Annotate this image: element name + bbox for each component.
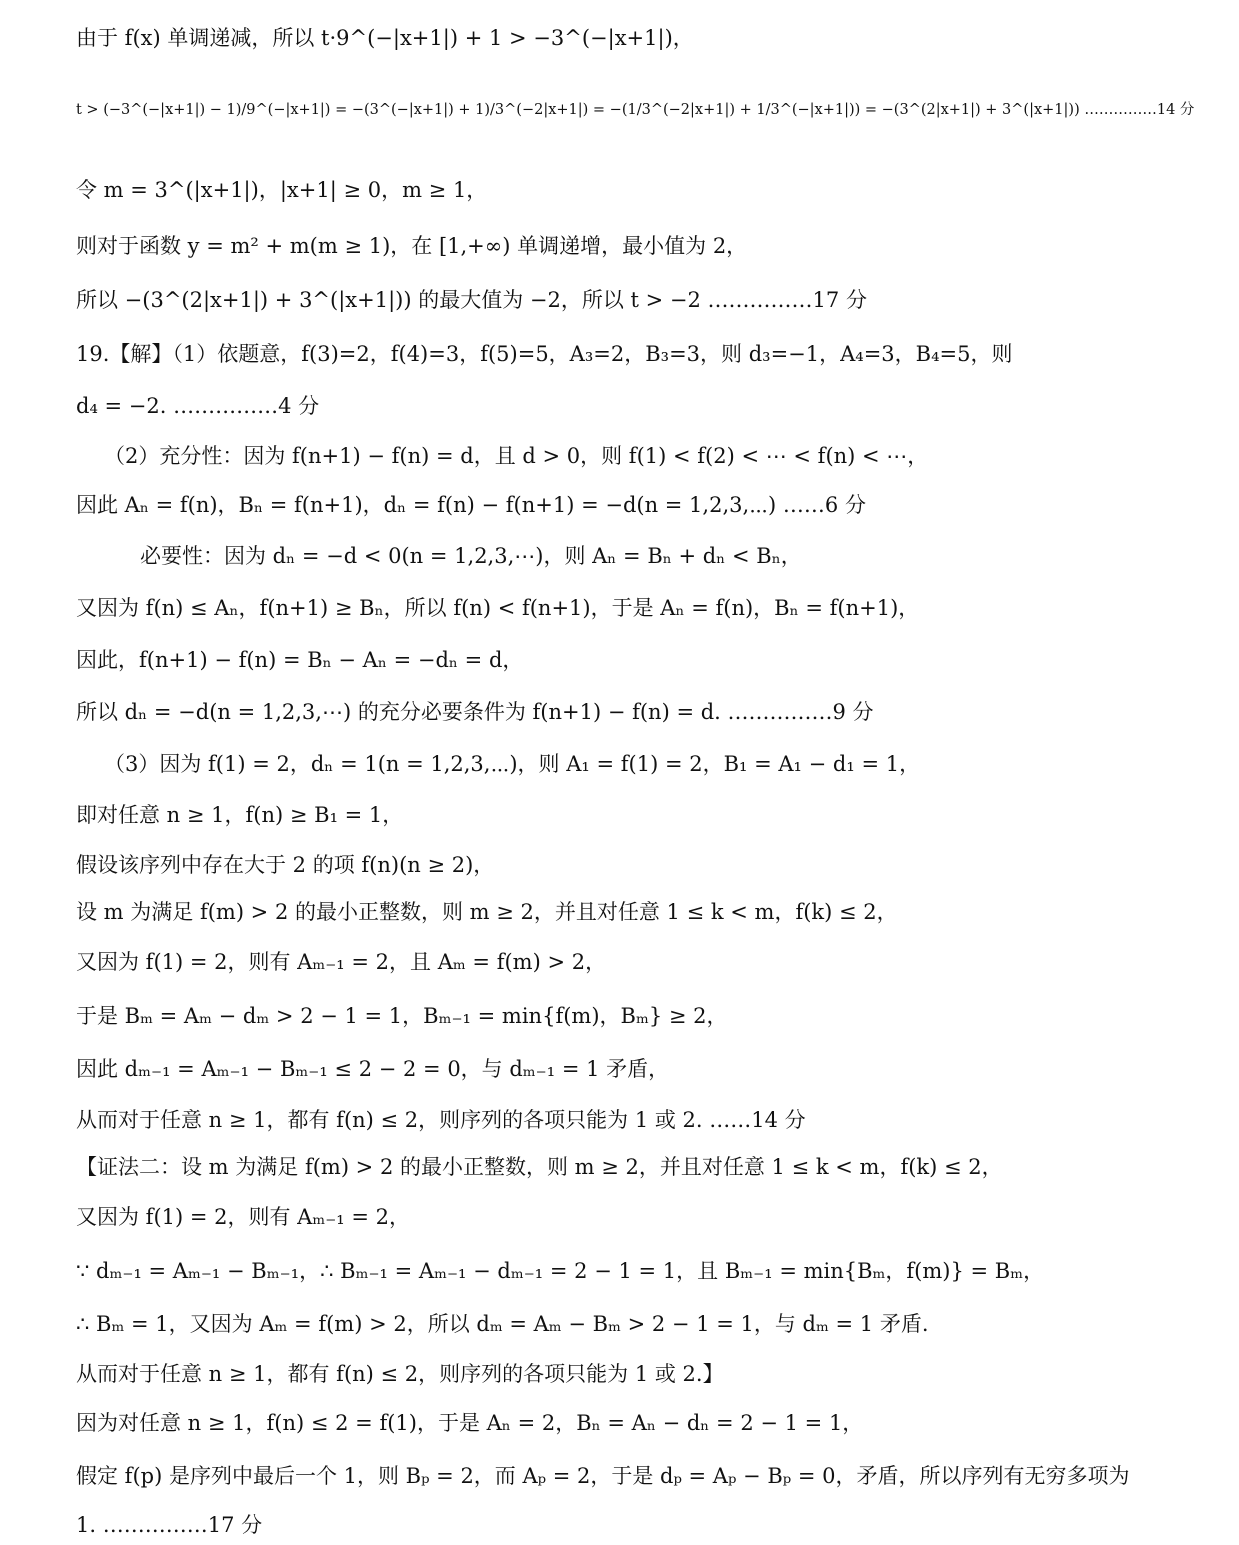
text-line-17: 设 m 为满足 f(m) > 2 的最小正整数，则 m ≥ 2，并且对任意 1 ≤ k < m，f(k) ≤ 2， xyxy=(76,900,898,924)
text-line-3: 令 m = 3^(|x+1|)，|x+1| ≥ 0，m ≥ 1， xyxy=(76,178,488,202)
text-line-22: 【证法二：设 m 为满足 f(m) > 2 的最小正整数，则 m ≥ 2，并且对任意 1 ≤ k < m，f(k) ≤ 2， xyxy=(76,1155,1003,1179)
text-line-13: 所以 dₙ = −d(n = 1,2,3,⋯) 的充分必要条件为 f(n+1) − f(n) = d. ……………9 分 xyxy=(76,700,874,724)
text-line-11: 又因为 f(n) ≤ Aₙ，f(n+1) ≥ Bₙ，所以 f(n) < f(n+1)，于是 Aₙ = f(n)，Bₙ = f(n+1)， xyxy=(76,596,920,620)
text-line-18: 又因为 f(1) = 2，则有 Aₘ₋₁ = 2，且 Aₘ = f(m) > 2， xyxy=(76,950,607,974)
text-line-27: 因为对任意 n ≥ 1，f(n) ≤ 2 = f(1)，于是 Aₙ = 2，Bₙ = Aₙ − dₙ = 2 − 1 = 1， xyxy=(76,1411,864,1435)
text-line-19: 于是 Bₘ = Aₘ − dₘ > 2 − 1 = 1，Bₘ₋₁ = min{f(m)，Bₘ} ≥ 2， xyxy=(76,1004,728,1028)
text-line-8: （2）充分性：因为 f(n+1) − f(n) = d，且 d > 0，则 f(1) < f(2) < ⋯ < f(n) < ⋯， xyxy=(104,444,929,468)
text-line-14: （3）因为 f(1) = 2，dₙ = 1(n = 1,2,3,⋯)，则 A₁ = f(1) = 2，B₁ = A₁ − d₁ = 1， xyxy=(104,752,921,776)
text-line-2: t > (−3^(−|x+1|) − 1)/9^(−|x+1|) = −(3^(−|x+1|) + 1)/3^(−2|x+1|) = −(1/3^(−2|x+1|) + 1/3^(−|x+1|)) = −(3^(2|x+1|) + 3^(|x+1|)) ……………14 分 xyxy=(76,102,1195,118)
text-line-15: 即对任意 n ≥ 1，f(n) ≥ B₁ = 1， xyxy=(76,803,404,827)
text-line-6: 19.【解】（1）依题意，f(3)=2，f(4)=3，f(5)=5，A₃=2，B₃=3，则 d₃=−1，A₄=3，B₄=5，则 xyxy=(76,342,1013,366)
text-line-4: 则对于函数 y = m² + m(m ≥ 1)，在 [1,+∞) 单调递增，最小值为 2， xyxy=(76,234,748,258)
text-line-20: 因此 dₘ₋₁ = Aₘ₋₁ − Bₘ₋₁ ≤ 2 − 2 = 0，与 dₘ₋₁ = 1 矛盾， xyxy=(76,1057,670,1081)
text-line-7: d₄ = −2. ……………4 分 xyxy=(76,394,320,418)
text-line-23: 又因为 f(1) = 2，则有 Aₘ₋₁ = 2， xyxy=(76,1205,411,1229)
text-line-25: ∴ Bₘ = 1，又因为 Aₘ = f(m) > 2，所以 dₘ = Aₘ − Bₘ > 2 − 1 = 1，与 dₘ = 1 矛盾. xyxy=(76,1312,929,1336)
text-line-10: 必要性：因为 dₙ = −d < 0(n = 1,2,3,⋯)，则 Aₙ = Bₙ + dₙ < Bₙ， xyxy=(140,544,802,568)
text-line-24: ∵ dₘ₋₁ = Aₘ₋₁ − Bₘ₋₁，∴ Bₘ₋₁ = Aₘ₋₁ − dₘ₋₁ = 2 − 1 = 1，且 Bₘ₋₁ = min{Bₘ，f(m)} = Bₘ， xyxy=(76,1259,1045,1283)
text-line-29: 1. ……………17 分 xyxy=(76,1513,263,1537)
text-line-9: 因此 Aₙ = f(n)，Bₙ = f(n+1)，dₙ = f(n) − f(n+1) = −d(n = 1,2,3,⋯) ……6 分 xyxy=(76,493,866,517)
text-line-5: 所以 −(3^(2|x+1|) + 3^(|x+1|)) 的最大值为 −2，所以 t > −2 ……………17 分 xyxy=(76,288,867,312)
text-line-16: 假设该序列中存在大于 2 的项 f(n)(n ≥ 2)， xyxy=(76,853,495,877)
text-line-1: 由于 f(x) 单调递减，所以 t·9^(−|x+1|) + 1 > −3^(−|x+1|)， xyxy=(76,26,694,50)
text-line-12: 因此，f(n+1) − f(n) = Bₙ − Aₙ = −dₙ = d， xyxy=(76,648,524,672)
text-line-26: 从而对于任意 n ≥ 1，都有 f(n) ≤ 2，则序列的各项只能为 1 或 2.】 xyxy=(76,1362,724,1386)
text-line-21: 从而对于任意 n ≥ 1，都有 f(n) ≤ 2，则序列的各项只能为 1 或 2. ……14 分 xyxy=(76,1108,806,1132)
text-line-28: 假定 f(p) 是序列中最后一个 1，则 Bₚ = 2，而 Aₚ = 2，于是 dₚ = Aₚ − Bₚ = 0，矛盾，所以序列有无穷多项为 xyxy=(76,1464,1130,1488)
